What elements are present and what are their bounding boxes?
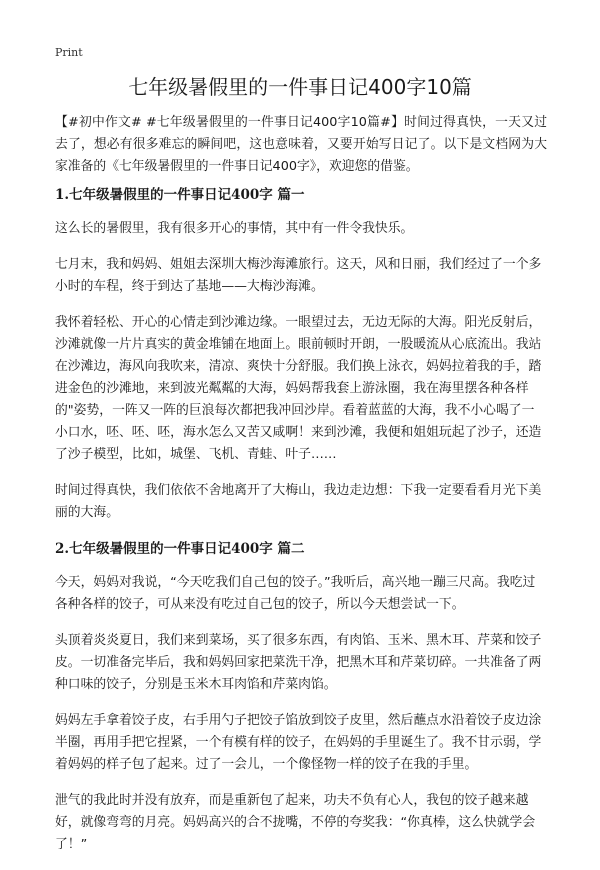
paragraph: 七月末，我和妈妈、姐姐去深圳大梅沙海滩旅行。这天，风和日丽，我们经过了一个多小时的车程，终于到达了基地——大梅沙海滩。: [55, 257, 542, 294]
section-2: [55, 538, 547, 856]
section-heading: 1.七年级暑假里的一件事日记400字 篇一: [55, 187, 305, 203]
paragraph: 这么长的暑假里，我有很多开心的事情，其中有一件令我快乐。: [55, 221, 414, 236]
paragraph: 今天，妈妈对我说，“今天吃我们自己包的饺子。”我听后，高兴地一蹦三尺高。我吃过各种各样的饺子，可从来没有吃过自己包的饺子，所以今天想尝试一下。: [55, 575, 536, 612]
paragraph: 头顶着炎炎夏日，我们来到菜场，买了很多东西，有肉馅、玉米、黑木耳、芹菜和饺子皮。一切准备完毕后，我和妈妈回家把菜洗干净，把黑木耳和芹菜切碎。一共准备了两种口味的饺子，分别是玉米木耳肉馅和芹菜肉馅。: [55, 633, 542, 692]
paragraph: 泄气的我此时并没有放弃，而是重新包了起来，功夫不负有心人，我包的饺子越来越好，就像弯弯的月亮。妈妈高兴的合不拢嘴，不停的夸奖我：“你真棒，这么快就学会了！”: [55, 793, 536, 852]
section-heading: 2.七年级暑假里的一件事日记400字 篇二: [55, 541, 305, 557]
paragraph: 时间过得真快，我们依依不舍地离开了大梅山，我边走边想：下我一定要看看月光下美丽的大海。: [55, 483, 542, 520]
page-title: 七年级暑假里的一件事日记400字10篇: [128, 75, 472, 99]
intro-paragraph: 【#初中作文# #七年级暑假里的一件事日记400字10篇#】时间过得真快，一天又过去了，想必有很多难忘的瞬间吧，这也意味着，又要开始写日记了。以下是文档网为大家准备的《七年级暑假里的一件事日记400字》，欢迎您的借鉴。: [55, 115, 547, 174]
article-body: [55, 112, 547, 870]
paragraph: 妈妈左手拿着饺子皮，右手用勺子把饺子馅放到饺子皮里，然后蘸点水沿着饺子皮边涂半圈，再用手把它捏紧，一个有模有样的饺子，在妈妈的手里诞生了。我不甘示弱，学着妈妈的样子包了起来。过了一会儿，一个像怪物一样的饺子在我的手里。: [55, 713, 542, 772]
print-label: Print: [55, 46, 83, 59]
paragraph: 我怀着轻松、开心的心情走到沙滩边缘。一眼望过去，无边无际的大海。阳光反射后，沙滩就像一片片真实的黄金堆铺在地面上。眼前顿时开朗，一股暖流从心底流出。我站在沙滩边，海风向我吹来，清凉、爽快十分舒服。我们换上泳衣，妈妈拉着我的手，踏进金色的沙滩地，来到波光粼粼的大海，妈妈帮我套上游泳圈，我在海里摆各种各样的"姿势，一阵又一阵的巨浪每次都把我冲回沙岸。看着蓝蓝的大海，我不小心喝了一小口水，呸、呸、呸，海水怎么又苦又咸啊！来到沙滩，我便和姐姐玩起了沙子，还造了沙子模型，比如，城堡、飞机、青蛙、叶子……: [55, 315, 542, 462]
section-1: [55, 184, 547, 524]
